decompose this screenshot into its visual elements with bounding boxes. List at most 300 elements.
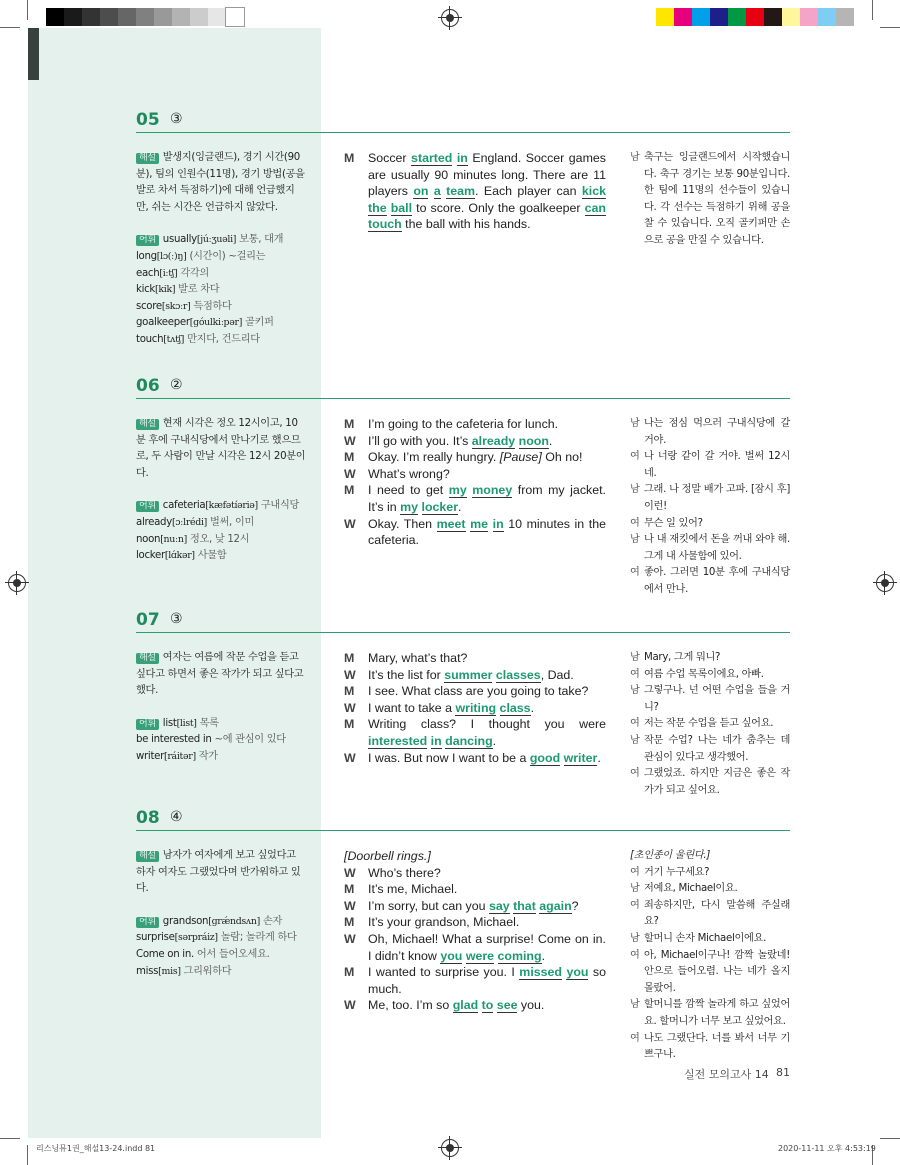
color-swatch: [226, 8, 244, 26]
dialogue-text: Mary, what’s that?: [368, 651, 468, 665]
dialogue-script: [344, 150, 606, 233]
answer-blank: my: [448, 483, 467, 498]
dialogue-text: It’s your grandson, Michael.: [368, 915, 520, 930]
answer-blank: see: [496, 998, 518, 1013]
answer-blank: you: [440, 948, 463, 963]
registration-mark-top: [441, 9, 459, 27]
translation-line: [630, 766, 790, 799]
vocab-meaning: 발로 차다: [178, 284, 220, 296]
dialogue-line: [344, 881, 606, 898]
vocab-pron: [list]: [176, 717, 197, 729]
dialogue-text: Soccer: [368, 151, 412, 165]
vocab-word: each: [136, 267, 160, 279]
color-swatch: [154, 8, 172, 26]
dialogue-text: It’s me, Michael.: [368, 882, 458, 897]
vocab-item: [163, 500, 299, 511]
vocab-item: [136, 749, 306, 766]
dialogue-line: [344, 848, 606, 865]
dialogue-line: [344, 683, 606, 700]
crop-mark: [0, 27, 20, 28]
dialogue-text: I was. But now I want to be a: [368, 750, 530, 765]
dialogue-text: from my jacket. It’s in: [368, 483, 606, 514]
registration-mark-left: [8, 574, 26, 592]
question-section: [136, 376, 790, 595]
dialogue-text: I wanted to surprise you. I: [368, 965, 520, 980]
speaker-label-korean: 남: [630, 685, 640, 697]
crop-mark: [872, 0, 873, 20]
vocab-pron: [lɑ́kər]: [164, 550, 195, 562]
speaker-label-korean: 여: [630, 517, 640, 529]
vocab-item: [163, 916, 282, 927]
vocab-pron: [grǽndsʌn]: [208, 915, 261, 927]
answer-blank: started: [411, 151, 453, 165]
color-swatch: [692, 8, 710, 26]
vocab-tag: 어휘: [136, 235, 159, 246]
translation-line: [630, 650, 790, 667]
explanation-tag: 해설: [136, 851, 159, 862]
translation-line: [630, 683, 790, 716]
translation-text: 나도 그랬단다. 너를 봐서 너무 기쁘구나.: [644, 1032, 790, 1061]
dialogue-text: Oh, Michael! What a surprise! Come on in. I didn’t know: [368, 931, 606, 963]
explanation: [136, 150, 306, 216]
vocab-word: grandson: [162, 915, 209, 927]
vocab-word: locker: [136, 550, 165, 562]
speaker-label: W: [344, 433, 356, 448]
answer-blank: class: [499, 700, 531, 715]
translation-text: 죄송하지만, 다시 말씀해 주실래요?: [644, 899, 790, 928]
answer-blank: missed: [519, 965, 562, 980]
answer-blank: to: [481, 998, 494, 1013]
dialogue-line: [344, 997, 606, 1014]
dialogue-text: you.: [517, 998, 545, 1013]
vocab-meaning: 득점하다: [193, 300, 232, 312]
answer-blank: kick: [581, 184, 606, 199]
dialogue-text: to score. Only the goalkeeper: [412, 200, 585, 215]
dialogue-text: ?: [571, 898, 579, 913]
speaker-label: M: [344, 151, 355, 165]
vocab-meaning: 목록: [199, 717, 219, 729]
question-section: [136, 808, 790, 1061]
color-swatch: [136, 8, 154, 26]
translation-text: 여름 수업 목록이에요, 아빠.: [644, 668, 764, 680]
dialogue-line: [344, 898, 606, 915]
speaker-label-korean: 남: [630, 932, 640, 944]
vocab-word: Come on in.: [136, 948, 194, 960]
vocab-item: [136, 282, 306, 299]
vocab-word: already: [136, 516, 172, 528]
answer-blank: again: [539, 898, 572, 913]
dialogue-line: [344, 865, 606, 882]
translation-text: 그래. 나 정말 배가 고파. [잠시 후] 이런!: [644, 484, 790, 512]
explanation-tag: 해설: [136, 153, 159, 164]
explanation-text: 발생지(잉글랜드), 경기 시간(90분), 팀의 인원수(11명), 경기 방법(공을 발로 차서 득점하기)에 대해 언급했지만, 쉬는 시간은 언급하지 않았다.: [136, 152, 305, 213]
vocab-pron: [kik]: [155, 284, 176, 296]
color-swatch: [118, 8, 136, 26]
translation-line: [630, 848, 790, 865]
speaker-label: M: [344, 965, 355, 980]
speaker-label-korean: 여: [630, 899, 640, 911]
translation-line: [630, 516, 790, 533]
dialogue-line: [344, 667, 606, 684]
vocab-word: cafeteria: [162, 500, 206, 512]
spine-mark: [28, 28, 39, 80]
translation-text: 나 내 재킷에서 돈을 꺼내 와야 해. 그게 내 사물함에 있어.: [644, 534, 790, 562]
dialogue-line: [344, 150, 606, 233]
answer-blank: meet: [436, 516, 466, 531]
vocabulary: [136, 232, 306, 348]
question-number: 07: [136, 610, 160, 630]
color-swatch: [82, 8, 100, 26]
dialogue-script: [344, 416, 606, 549]
speaker-label-korean: 여: [630, 451, 640, 463]
dialogue-text: [428, 184, 433, 198]
dialogue-text: so much.: [368, 965, 606, 996]
translation-column: [630, 650, 790, 799]
color-swatch: [728, 8, 746, 26]
slug-timestamp: 2020-11-11 오후 4:53:19: [778, 1144, 876, 1153]
vocab-meaning: (시간이) ~걸리는: [189, 250, 266, 262]
vocab-meaning: 각각의: [180, 267, 209, 279]
vocab-pron: [lɔ(ː)ŋ]: [156, 250, 187, 262]
speaker-label: M: [344, 915, 355, 930]
vocab-word: list: [162, 717, 177, 729]
dialogue-text: .: [541, 948, 546, 963]
vocab-word: kick: [136, 284, 156, 296]
speaker-label: W: [344, 516, 356, 531]
vocab-tag: 어휘: [136, 917, 159, 928]
color-swatch: [746, 8, 764, 26]
dialogue-text: I need to get: [368, 483, 449, 498]
stage-direction: [Doorbell rings.]: [344, 849, 431, 863]
dialogue-text: Me, too. I’m so: [368, 998, 453, 1013]
answer-blank: money: [472, 483, 513, 498]
answer-blank: writer: [563, 750, 598, 765]
vocab-meaning: 벌써, 이미: [209, 516, 255, 528]
vocabulary: [136, 914, 306, 980]
vocab-item: [136, 266, 306, 283]
speaker-label: W: [344, 750, 356, 765]
dialogue-text: Okay. I’m really hungry.: [368, 450, 500, 465]
speaker-label-korean: 남: [630, 534, 640, 546]
translation-text: [초인종이 울린다.]: [630, 850, 711, 861]
answer-blank: dancing: [445, 733, 493, 748]
vocab-tag: 어휘: [136, 719, 159, 730]
dialogue-text: [418, 500, 421, 514]
translation-line: [630, 416, 790, 449]
color-swatch: [100, 8, 118, 26]
explanation-tag: 해설: [136, 419, 159, 430]
translation-line: [630, 565, 790, 598]
dialogue-script: [344, 650, 606, 766]
grayscale-color-bar: [46, 8, 244, 26]
answer-blank: say: [488, 898, 510, 913]
dialogue-text: the ball with his hands.: [401, 217, 531, 232]
answer-blank: coming: [497, 948, 542, 963]
speaker-label-korean: 남: [630, 484, 640, 496]
answer-blank: can: [584, 200, 606, 215]
vocab-word: score: [136, 300, 162, 312]
crop-mark: [0, 1138, 20, 1139]
translation-line: [630, 931, 790, 948]
slug-file: 리스닝뮤1권_해설13-24.indd 81: [36, 1144, 156, 1153]
translation-text: 나는 점심 먹으러 구내식당에 갈 거야.: [644, 418, 790, 446]
dialogue-text: I’ll go with you. It’s: [368, 433, 472, 448]
dialogue-text: [488, 517, 493, 531]
translation-line: [630, 667, 790, 684]
translation-line: [630, 482, 790, 515]
dialogue-text: .: [548, 433, 553, 448]
color-swatch: [208, 8, 226, 26]
answer-blank: the: [368, 200, 387, 215]
dialogue-text: .: [492, 733, 497, 748]
vocab-pron: [sərpráiz]: [174, 932, 218, 944]
answer-blank: in: [492, 516, 504, 531]
translation-text: 작문 수업? 나는 네가 춤추는 데 관심이 있다고 생각했어.: [644, 734, 790, 763]
answer-blank: that: [513, 898, 536, 913]
vocab-pron: [góulkiːpər]: [189, 317, 243, 329]
vocab-pron: [ráitər]: [164, 750, 196, 762]
crop-mark: [27, 0, 28, 20]
answer-blank: summer: [444, 667, 493, 682]
translation-line: [630, 150, 790, 250]
vocab-meaning: 정오, 낮 12시: [189, 533, 250, 545]
answer-mark: ④: [170, 809, 183, 825]
dialogue-line: [344, 650, 606, 667]
answer-blank: in: [456, 151, 468, 165]
dialogue-line: [344, 914, 606, 931]
speaker-label: M: [344, 417, 355, 431]
dialogue-text: 10 minutes in the cafeteria.: [368, 516, 606, 548]
vocab-pron: [júːʒuəli]: [196, 234, 237, 246]
section-header: [136, 376, 790, 399]
color-swatch: [782, 8, 800, 26]
speaker-label-korean: 남: [630, 652, 640, 663]
crop-mark: [27, 1145, 28, 1165]
vocab-meaning: 손자: [262, 915, 283, 927]
color-swatch: [764, 8, 782, 26]
translation-line: [630, 881, 790, 898]
vocab-word: touch: [136, 333, 164, 345]
explanation-tag: 해설: [136, 653, 159, 664]
answer-blank: locker: [421, 499, 459, 514]
color-swatch: [656, 8, 674, 26]
speaker-label: M: [344, 717, 355, 732]
vocab-pron: [kæfətíəriə]: [205, 500, 258, 512]
vocab-tag: 어휘: [136, 501, 159, 512]
vocab-meaning: 골키퍼: [245, 317, 274, 329]
explanation-column: [136, 150, 306, 349]
vocab-meaning: 어서 들어오세요.: [196, 948, 270, 960]
dialogue-script: [344, 848, 606, 1014]
speaker-label-korean: 여: [630, 718, 640, 730]
dialogue-text: .: [530, 700, 535, 715]
translation-text: 나 너랑 같이 갈 거야. 벌써 12시네.: [644, 451, 790, 479]
answer-blank: were: [465, 948, 495, 963]
vocab-meaning: ~에 관심이 있다: [214, 734, 286, 746]
translation-line: [630, 532, 790, 565]
color-swatch: [46, 8, 64, 26]
vocab-pron: [ɔːlrédi]: [171, 516, 208, 528]
explanation-column: [136, 848, 306, 980]
answer-blank: a: [433, 184, 441, 199]
translation-column: [630, 150, 790, 250]
speaker-label: W: [344, 931, 356, 946]
speaker-label: M: [344, 684, 355, 699]
translation-text: Mary, 그게 뭐니?: [644, 652, 721, 663]
crop-mark: [880, 27, 900, 28]
dialogue-text: .: [597, 750, 601, 765]
dialogue-text: , Dad.: [540, 667, 574, 682]
answer-blank: team: [446, 184, 476, 199]
dialogue-line: [344, 416, 606, 433]
color-swatch: [674, 8, 692, 26]
color-swatch: [818, 8, 836, 26]
answer-blank: touch: [368, 217, 402, 232]
translation-text: 아, Michael이구나! 깜짝 놀랐네! 안으로 들어오렴. 나는 네가 올지 몰랐어.: [644, 949, 790, 994]
translation-line: [630, 1031, 790, 1064]
translation-line: [630, 898, 790, 931]
dialogue-text: Okay. Then: [368, 516, 437, 531]
translation-text: 할머니 손자 Michael이에요.: [644, 932, 767, 944]
dialogue-text: .: [458, 499, 462, 514]
process-color-bar: [656, 8, 854, 26]
vocab-word: writer: [136, 750, 165, 762]
registration-mark-bottom: [441, 1139, 459, 1157]
explanation-column: [136, 416, 306, 565]
explanation-text: 현재 시각은 정오 12시이고, 10분 후에 구내식당에서 만나기로 했으므로, 두 사람이 만날 시각은 12시 20분이다.: [136, 418, 306, 479]
vocab-item: [136, 315, 306, 332]
explanation: [136, 416, 306, 482]
speaker-label: W: [344, 700, 356, 715]
vocab-item: [136, 732, 306, 749]
color-swatch: [710, 8, 728, 26]
dialogue-line: [344, 716, 606, 749]
answer-blank: on: [413, 184, 429, 199]
speaker-label: W: [344, 667, 356, 682]
color-swatch: [800, 8, 818, 26]
vocab-meaning: 보통, 대개: [239, 234, 284, 246]
speaker-label-korean: 여: [630, 567, 640, 579]
translation-line: [630, 865, 790, 882]
footer-title: 실전 모의고사 14: [684, 1068, 769, 1081]
answer-blank: noon: [518, 433, 549, 448]
vocab-item: [136, 548, 306, 565]
color-swatch: [836, 8, 854, 26]
vocab-pron: [tʌtʃ]: [163, 333, 185, 345]
dialogue-text: England. Soccer games are usually 90 minutes long. There are 11 players: [368, 151, 606, 199]
explanation-column: [136, 650, 306, 766]
answer-blank: my: [400, 499, 419, 514]
question-section: [136, 610, 790, 796]
question-number: 05: [136, 110, 160, 130]
translation-line: [630, 948, 790, 998]
vocab-word: noon: [136, 533, 161, 545]
color-swatch: [172, 8, 190, 26]
vocab-pron: [skɔːr]: [161, 300, 191, 312]
speaker-label-korean: 남: [630, 883, 640, 895]
translation-text: 축구는 잉글랜드에서 시작했습니다. 축구 경기는 보통 90분입니다. 한 팀에 11명의 선수들이 있습니다. 각 선수는 득점하기 위해 공을 찰 수 있습니다. 오직 골키퍼만 손으로 공을 만질 수 있습니다.: [644, 152, 790, 246]
dialogue-text: I’m going to the cafeteria for lunch.: [368, 417, 559, 431]
vocab-item: [136, 930, 306, 947]
answer-blank: good: [529, 750, 561, 765]
dialogue-line: [344, 433, 606, 450]
dialogue-text: Who’s there?: [368, 865, 441, 880]
answer-blank: interested: [368, 733, 428, 748]
vocab-item: [136, 249, 306, 266]
translation-text: 저는 작문 수업을 듣고 싶어요.: [644, 718, 774, 730]
vocab-pron: [nuːn]: [160, 533, 187, 545]
question-number: 08: [136, 808, 160, 828]
vocab-word: surprise: [136, 932, 175, 944]
dialogue-line: [344, 516, 606, 549]
section-header: [136, 110, 790, 133]
explanation-text: 남자가 여자에게 보고 싶었다고 하자 여자도 그랬었다며 반가워하고 있다.: [136, 850, 301, 895]
answer-blank: already: [471, 433, 516, 448]
translation-line: [630, 449, 790, 482]
answer-blank: me: [470, 516, 489, 531]
answer-blank: writing: [455, 700, 497, 715]
speaker-label-korean: 여: [630, 1032, 640, 1044]
answer-blank: in: [430, 733, 442, 748]
speaker-label-korean: 남: [630, 734, 640, 746]
speaker-label: W: [344, 998, 356, 1013]
dialogue-text: Oh no!: [541, 450, 583, 465]
translation-line: [630, 997, 790, 1030]
vocab-meaning: 구내식당: [260, 500, 300, 512]
speaker-label-korean: 여: [630, 668, 640, 680]
dialogue-line: [344, 482, 606, 515]
vocabulary: [136, 716, 306, 766]
vocab-item: [163, 234, 283, 245]
dialogue-text: [494, 949, 497, 963]
dialogue-text: It’s the list for: [368, 667, 445, 682]
translation-text: 무슨 일 있어?: [644, 517, 703, 529]
dialogue-text: What’s wrong?: [368, 466, 450, 481]
translation-column: [630, 416, 790, 599]
explanation: [136, 650, 306, 700]
translation-text: 거기 누구세요?: [644, 866, 710, 878]
translation-line: [630, 716, 790, 733]
speaker-label: M: [344, 882, 355, 897]
question-section: [136, 110, 790, 345]
vocab-word: long: [136, 250, 157, 262]
speaker-label-korean: 여: [630, 866, 640, 878]
section-header: [136, 808, 790, 831]
crop-mark: [880, 1138, 900, 1139]
vocab-item: [136, 515, 306, 532]
vocab-pron: [iːtʃ]: [159, 267, 178, 279]
dialogue-text: Writing class? I thought you were: [368, 717, 606, 732]
vocab-word: miss: [136, 965, 159, 977]
dialogue-line: [344, 931, 606, 964]
vocab-word: usually: [162, 234, 197, 246]
answer-blank: you: [566, 965, 589, 980]
explanation: [136, 848, 306, 898]
answer-mark: ③: [170, 611, 183, 627]
vocab-item: [136, 947, 306, 964]
answer-blank: classes: [495, 667, 541, 682]
speaker-label: M: [344, 483, 355, 498]
vocab-meaning: 놀람; 놀라게 하다: [220, 932, 297, 944]
speaker-label: W: [344, 898, 356, 913]
page-number: 81: [776, 1066, 790, 1079]
color-swatch: [64, 8, 82, 26]
vocab-meaning: 작가: [198, 750, 218, 762]
answer-blank: glad: [452, 998, 479, 1013]
speaker-label-korean: 남: [630, 418, 640, 429]
speaker-label: W: [344, 865, 356, 880]
speaker-label: M: [344, 450, 355, 465]
